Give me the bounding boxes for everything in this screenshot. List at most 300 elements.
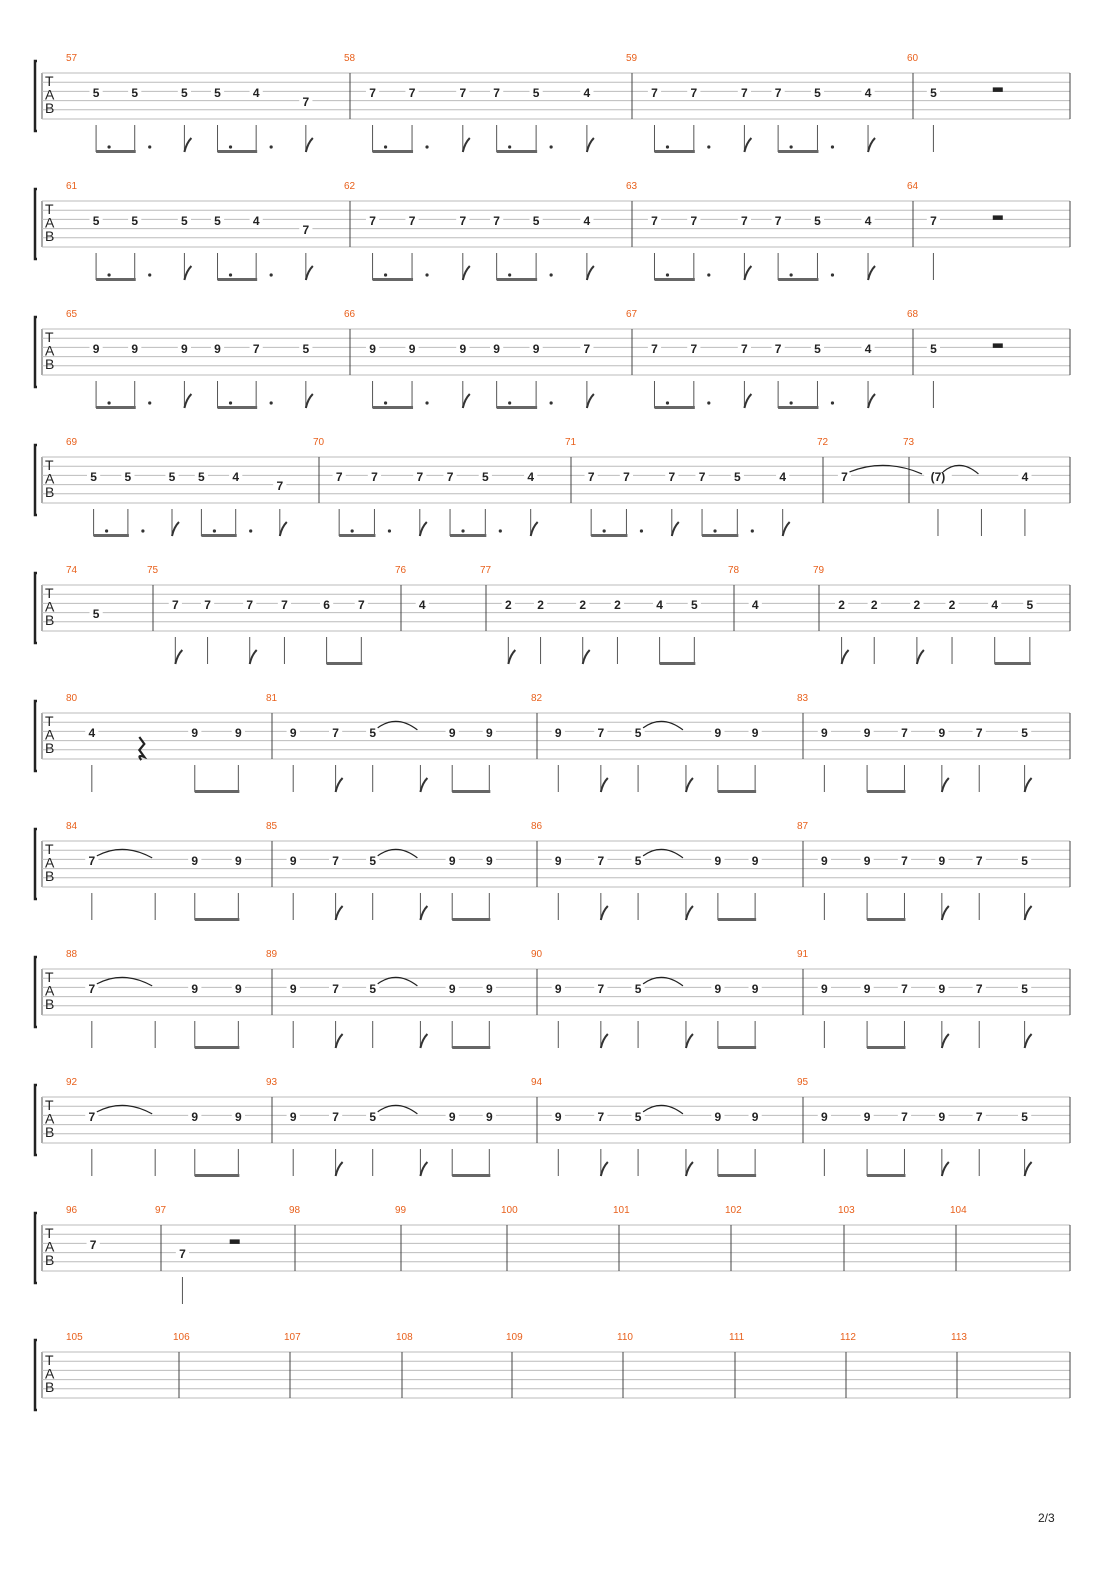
note-flag — [1025, 1034, 1032, 1048]
fret-number: 9 — [448, 725, 456, 740]
system-bracket — [35, 61, 37, 131]
tab-clef-letter: B — [45, 356, 55, 372]
rhythm-dot — [666, 145, 669, 148]
fret-number: 7 — [369, 213, 376, 228]
note-beam — [718, 790, 756, 793]
rhythm-dot — [425, 401, 428, 404]
note-beam — [218, 150, 258, 153]
rhythm-dot — [831, 401, 834, 404]
note-beam — [195, 918, 240, 921]
fret-number: 7 — [281, 597, 288, 612]
measure-number: 88 — [66, 949, 78, 960]
note-flag — [686, 778, 693, 792]
fret-number: 9 — [485, 981, 493, 996]
measure-number: 80 — [66, 693, 78, 704]
note-flag — [508, 650, 515, 664]
half-rest — [993, 215, 1003, 220]
rhythm-dot — [270, 401, 273, 404]
fret-number: 9 — [485, 725, 493, 740]
fret-number: 9 — [714, 853, 722, 868]
tab-clef-letter: B — [45, 100, 55, 116]
note-beam — [373, 406, 413, 409]
note-flag — [942, 1162, 949, 1176]
rhythm-dot — [713, 529, 716, 532]
fret-number: 5 — [1021, 725, 1028, 740]
fret-number: 4 — [88, 725, 96, 740]
system-bracket — [35, 1340, 37, 1410]
rhythm-dot — [550, 273, 553, 276]
note-flag — [184, 266, 191, 280]
fret-number: 7 — [698, 469, 706, 484]
measure-number: 108 — [396, 1332, 413, 1343]
fret-number: 5 — [733, 469, 741, 484]
fret-number: 4 — [779, 469, 787, 484]
system-bracket — [35, 317, 37, 387]
note-beam — [995, 662, 1031, 665]
fret-number: 4 — [751, 597, 759, 612]
fret-number: 7 — [493, 213, 500, 228]
fret-number: 7 — [332, 1109, 339, 1124]
fret-number: 7 — [668, 469, 676, 484]
note-flag — [420, 1162, 427, 1176]
note-flag — [868, 138, 875, 152]
fret-number: 9 — [938, 725, 946, 740]
tab-clef-letter: T — [45, 457, 54, 473]
tab-clef-letter: A — [45, 1110, 55, 1127]
fret-number: 5 — [214, 85, 221, 100]
fret-number: 5 — [481, 469, 489, 484]
note-flag — [306, 138, 313, 152]
fret-number: 9 — [191, 1109, 199, 1124]
measure-number: 93 — [266, 1077, 278, 1088]
note-beam — [497, 278, 537, 281]
rhythm-dot — [508, 401, 511, 404]
tab-clef-letter: B — [45, 228, 55, 244]
rhythm-dot — [499, 529, 502, 532]
measure-number: 65 — [66, 309, 78, 320]
tab-clef-letter: A — [45, 214, 55, 231]
fret-number: 5 — [634, 725, 642, 740]
measure-number: 109 — [506, 1332, 523, 1343]
measure-number: 81 — [266, 693, 278, 704]
tab-clef-letter: A — [45, 982, 55, 999]
fret-number: 7 — [88, 981, 96, 996]
fret-number: 7 — [741, 213, 748, 228]
measure-number: 113 — [951, 1332, 967, 1343]
tab-clef-letter: T — [45, 841, 54, 857]
fret-number: 9 — [938, 1109, 946, 1124]
fret-number: 9 — [863, 1109, 871, 1124]
rhythm-dot — [425, 273, 428, 276]
rhythm-dot — [707, 273, 710, 276]
measure-number: 94 — [531, 1077, 543, 1088]
measure-number: 59 — [626, 53, 638, 64]
note-flag — [463, 138, 470, 152]
fret-number: 7 — [408, 213, 416, 228]
fret-number: 9 — [554, 1109, 562, 1124]
fret-number: 7 — [690, 213, 698, 228]
fret-number: 5 — [181, 213, 188, 228]
tab-clef-letter: B — [45, 868, 55, 884]
fret-number: 9 — [448, 981, 456, 996]
note-beam — [654, 406, 694, 409]
rhythm-dot — [384, 145, 387, 148]
fret-number: 9 — [191, 853, 199, 868]
fret-number: 5 — [124, 469, 132, 484]
fret-number: 7 — [975, 981, 983, 996]
fret-number: 4 — [991, 597, 999, 612]
note-beam — [339, 534, 375, 537]
fret-number: 7 — [975, 1109, 983, 1124]
fret-number: 7 — [901, 725, 908, 740]
fret-number: 7 — [416, 469, 424, 484]
note-beam — [452, 790, 490, 793]
fret-number: 7 — [623, 469, 630, 484]
note-beam — [327, 662, 363, 665]
fret-number: 5 — [532, 85, 540, 100]
fret-number: 4 — [583, 213, 591, 228]
fret-number: 7 — [171, 597, 179, 612]
rhythm-dot — [790, 273, 793, 276]
fret-number: 7 — [597, 981, 605, 996]
note-beam — [497, 406, 537, 409]
note-beam — [867, 1174, 905, 1177]
fret-number: 2 — [948, 597, 956, 612]
fret-number: 9 — [234, 853, 242, 868]
fret-number: 7 — [446, 469, 454, 484]
fret-number: 9 — [751, 1109, 759, 1124]
fret-number: 9 — [751, 853, 759, 868]
fret-number: 2 — [913, 597, 921, 612]
note-beam — [195, 1174, 240, 1177]
note-flag — [1025, 1162, 1032, 1176]
note-flag — [686, 1162, 693, 1176]
measure-number: 85 — [266, 821, 278, 832]
fret-number: 7 — [89, 1237, 97, 1252]
measure-number: 77 — [480, 565, 492, 576]
fret-number: 7 — [332, 725, 339, 740]
fret-number: 9 — [821, 725, 828, 740]
fret-number: 9 — [938, 853, 946, 868]
note-beam — [654, 278, 694, 281]
tab-system — [35, 437, 1070, 537]
fret-number: 4 — [864, 341, 872, 356]
note-flag — [336, 778, 343, 792]
fret-number: 5 — [168, 469, 176, 484]
note-beam — [497, 150, 537, 153]
note-beam — [718, 1046, 756, 1049]
measure-number: 106 — [173, 1332, 190, 1343]
fret-number: 7 — [88, 1109, 96, 1124]
rhythm-dot — [508, 145, 511, 148]
note-flag — [280, 522, 287, 536]
note-flag — [601, 778, 608, 792]
note-flag — [601, 1034, 608, 1048]
tab-clef-letter: T — [45, 585, 54, 601]
tab-clef-letter: T — [45, 713, 54, 729]
measure-number: 71 — [565, 437, 577, 448]
fret-number: 4 — [1021, 469, 1029, 484]
fret-number: 9 — [863, 981, 871, 996]
note-flag — [942, 778, 949, 792]
fret-number: 7 — [901, 981, 908, 996]
rhythm-dot — [270, 273, 273, 276]
measure-number: 64 — [907, 181, 919, 192]
fret-number: 9 — [938, 981, 946, 996]
measure-number: 58 — [344, 53, 356, 64]
note-beam — [654, 150, 694, 153]
fret-number: 2 — [838, 597, 845, 612]
rhythm-dot — [707, 145, 710, 148]
tab-system — [35, 1205, 1070, 1304]
fret-number: 5 — [369, 981, 377, 996]
tab-clef-letter: A — [45, 726, 55, 743]
note-flag — [184, 394, 191, 408]
measure-number: 97 — [155, 1205, 167, 1216]
rhythm-dot — [229, 401, 232, 404]
fret-number: 7 — [302, 95, 310, 110]
measure-number: 95 — [797, 1077, 809, 1088]
fret-number: 5 — [131, 85, 139, 100]
measure-number: 92 — [66, 1077, 78, 1088]
note-flag — [601, 906, 608, 920]
fret-number: 9 — [554, 853, 562, 868]
note-flag — [420, 778, 427, 792]
tab-clef-letter: T — [45, 73, 54, 89]
note-flag — [175, 650, 182, 664]
fret-number: 7 — [975, 725, 983, 740]
fret-number: 9 — [554, 981, 562, 996]
rhythm-dot — [831, 273, 834, 276]
fret-number: 7 — [357, 597, 365, 612]
tab-clef-letter: T — [45, 969, 54, 985]
note-flag — [672, 522, 679, 536]
note-beam — [373, 150, 413, 153]
fret-number: 2 — [504, 597, 512, 612]
fret-number: 9 — [191, 725, 199, 740]
tab-clef-letter: T — [45, 201, 54, 217]
fret-number: 9 — [751, 981, 759, 996]
fret-number: 5 — [214, 213, 221, 228]
note-flag — [336, 906, 343, 920]
measure-number: 78 — [728, 565, 740, 576]
note-beam — [373, 278, 413, 281]
fret-number: 7 — [587, 469, 595, 484]
fret-number: 5 — [532, 213, 540, 228]
tab-clef-letter: A — [45, 1238, 55, 1255]
note-flag — [306, 266, 313, 280]
measure-number: 62 — [344, 181, 356, 192]
rhythm-dot — [707, 401, 710, 404]
measure-number: 67 — [626, 309, 638, 320]
fret-number: 9 — [863, 725, 871, 740]
fret-number: 5 — [198, 469, 205, 484]
tab-clef-letter: B — [45, 1124, 55, 1140]
tab-clef-letter: B — [45, 1252, 55, 1268]
tab-clef-letter: T — [45, 1352, 54, 1368]
fret-number: 7 — [493, 85, 500, 100]
tab-system — [35, 1077, 1070, 1177]
fret-number: 5 — [1021, 981, 1028, 996]
fret-number: 9 — [191, 981, 199, 996]
note-flag — [531, 522, 538, 536]
measure-number: 57 — [66, 53, 78, 64]
fret-number: 9 — [863, 853, 871, 868]
tab-clef-letter: A — [45, 86, 55, 103]
note-beam — [778, 150, 818, 153]
measure-number: 90 — [531, 949, 543, 960]
rhythm-dot — [107, 273, 110, 276]
fret-number: 4 — [656, 597, 663, 612]
fret-number: 4 — [864, 213, 872, 228]
tab-clef-letter: B — [45, 612, 55, 628]
measure-number: 110 — [617, 1332, 633, 1343]
rhythm-dot — [107, 401, 110, 404]
fret-number: 7 — [741, 341, 748, 356]
note-flag — [250, 650, 257, 664]
fret-number: 9 — [821, 853, 828, 868]
rhythm-dot — [603, 529, 606, 532]
half-rest — [993, 87, 1003, 92]
fret-number: 4 — [864, 85, 872, 100]
fret-number: 9 — [714, 981, 722, 996]
tab-system — [35, 693, 1070, 793]
fret-number: 5 — [369, 1109, 377, 1124]
note-flag — [587, 138, 594, 152]
fret-number: 7 — [369, 85, 376, 100]
fret-number: 4 — [418, 597, 426, 612]
fret-number: 7 — [204, 597, 211, 612]
rhythm-dot — [790, 145, 793, 148]
note-beam — [591, 534, 627, 537]
rhythm-dot — [640, 529, 643, 532]
fret-number: 7 — [583, 341, 591, 356]
rhythm-dot — [148, 401, 151, 404]
fret-number: 5 — [131, 213, 139, 228]
measure-number: 103 — [838, 1205, 855, 1216]
note-beam — [718, 1174, 756, 1177]
fret-number: 7 — [276, 479, 284, 494]
note-beam — [718, 918, 756, 921]
fret-number: 5 — [92, 213, 100, 228]
measure-number: 66 — [344, 309, 356, 320]
fret-number: 9 — [289, 725, 297, 740]
measure-number: 75 — [147, 565, 159, 576]
rhythm-dot — [666, 401, 669, 404]
fret-number: 5 — [634, 1109, 642, 1124]
fret-number: 9 — [459, 341, 467, 356]
measure-number: 68 — [907, 309, 919, 320]
rhythm-dot — [388, 529, 391, 532]
note-flag — [744, 138, 751, 152]
rhythm-dot — [461, 529, 464, 532]
measure-number: 79 — [813, 565, 825, 576]
rhythm-dot — [425, 145, 428, 148]
measure-number: 73 — [903, 437, 915, 448]
fret-number: 9 — [448, 1109, 456, 1124]
fret-number: 7 — [332, 853, 339, 868]
note-beam — [660, 662, 696, 665]
tab-system — [35, 309, 1070, 409]
fret-number: 9 — [751, 725, 759, 740]
measure-number: 98 — [289, 1205, 301, 1216]
measure-number: 107 — [284, 1332, 301, 1343]
note-flag — [172, 522, 179, 536]
rhythm-dot — [508, 273, 511, 276]
rhythm-dot — [229, 145, 232, 148]
system-bracket — [35, 1213, 37, 1283]
note-beam — [452, 1174, 490, 1177]
tab-system — [35, 1332, 1070, 1410]
note-flag — [783, 522, 790, 536]
rhythm-dot — [666, 273, 669, 276]
tab-system — [35, 53, 1070, 153]
fret-number: 5 — [814, 213, 821, 228]
measure-number: 104 — [950, 1205, 967, 1216]
fret-number: 4 — [527, 469, 535, 484]
fret-number: 7 — [975, 853, 983, 868]
note-beam — [218, 278, 258, 281]
fret-number: 9 — [493, 341, 500, 356]
fret-number: 7 — [332, 981, 339, 996]
note-beam — [702, 534, 738, 537]
fret-number: 5 — [1021, 853, 1028, 868]
note-flag — [868, 394, 875, 408]
fret-number: 5 — [92, 607, 100, 622]
fret-number: 5 — [930, 341, 937, 356]
note-flag — [463, 394, 470, 408]
note-beam — [778, 406, 818, 409]
note-beam — [778, 278, 818, 281]
system-bracket — [35, 701, 37, 771]
note-beam — [96, 406, 136, 409]
fret-number: 6 — [323, 597, 330, 612]
fret-number: 9 — [289, 1109, 297, 1124]
system-bracket — [35, 957, 37, 1027]
fret-number: 9 — [214, 341, 221, 356]
fret-number: 5 — [690, 597, 698, 612]
measure-number: 99 — [395, 1205, 407, 1216]
note-flag — [336, 1034, 343, 1048]
tab-system — [35, 181, 1070, 281]
fret-number: 9 — [181, 341, 188, 356]
fret-number: 9 — [448, 853, 456, 868]
measure-number: 102 — [725, 1205, 742, 1216]
system-bracket — [35, 445, 37, 515]
note-beam — [450, 534, 486, 537]
rhythm-dot — [148, 273, 151, 276]
measure-number: 100 — [501, 1205, 518, 1216]
fret-number: 7 — [302, 223, 310, 238]
tab-system — [35, 821, 1070, 921]
measure-number: 60 — [907, 53, 919, 64]
rhythm-dot — [141, 529, 144, 532]
measure-number: 86 — [531, 821, 543, 832]
note-flag — [601, 1162, 608, 1176]
fret-number: 4 — [583, 85, 591, 100]
page-number: 2/3 — [1038, 1511, 1055, 1525]
rhythm-dot — [790, 401, 793, 404]
note-beam — [96, 278, 136, 281]
tab-clef-letter: T — [45, 329, 54, 345]
measure-number: 82 — [531, 693, 543, 704]
tab-clef-letter: A — [45, 1365, 55, 1382]
measure-number: 76 — [395, 565, 407, 576]
measure-number: 70 — [313, 437, 325, 448]
fret-number: 7 — [597, 1109, 605, 1124]
fret-number: 5 — [1021, 1109, 1028, 1124]
rhythm-dot — [550, 145, 553, 148]
